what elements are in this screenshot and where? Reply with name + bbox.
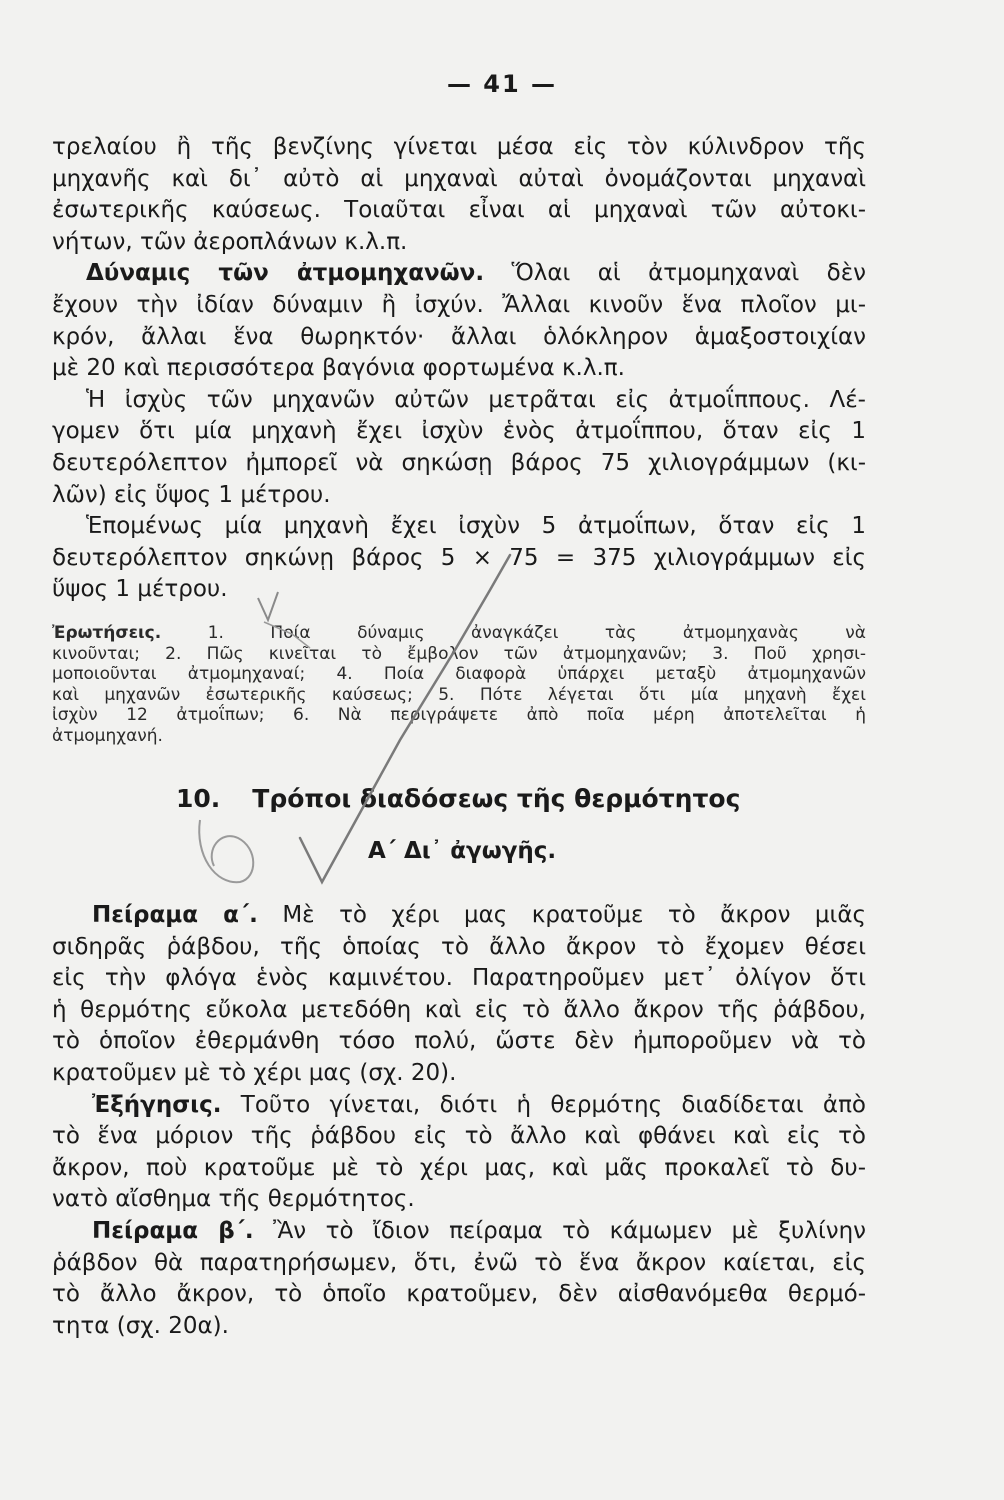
text-run: Μὲ τὸ χέρι μας κρατοῦμε τὸ ἄκρον μιᾶς <box>257 902 866 928</box>
text-run: γομεν ὅτι μία μηχανὴ ἔχει ἰσχὺν ἑνὸς ἀτμοΐππου, ὅταν εἰς 1 <box>52 418 866 445</box>
bold-run: Ἐξήγησις. <box>92 1091 222 1118</box>
text-line <box>52 572 866 606</box>
text-run: κρόν, ἄλλαι ἕνα θωρηκτόν· ἄλλαι ὁλόκληρον ἁμαξοστοιχίαν <box>52 323 866 350</box>
bold-run: Πείραμα β΄. <box>92 1218 254 1244</box>
text-run: κινοῦνται; 2. Πῶς κινεῖται τὸ ἔμβολον τῶν ἀτμομηχανῶν; 3. Ποῦ χρησι- <box>52 643 866 664</box>
text-line <box>52 1056 866 1090</box>
text-line <box>52 225 866 259</box>
text-run: σιδηρᾶς ῥάβδου, τῆς ὁποίας τὸ ἄλλο ἄκρον τὸ ἔχομεν θέσει <box>52 933 866 960</box>
text-run: μοποιοῦνται ἀτμομηχαναί; 4. Ποία διαφορὰ ὑπάρχει μεταξὺ ἀτμομηχανῶν <box>52 664 866 684</box>
text-run: τρελαίου ἢ τῆς βενζίνης γίνεται μέσα εἰς τὸν κύλινδρον τῆς <box>52 134 866 160</box>
text-line <box>52 684 866 706</box>
text-line <box>52 414 866 448</box>
bold-run: Δύναμις τῶν ἀτμομηχανῶν. <box>86 260 485 287</box>
text-line <box>52 622 866 644</box>
text-run: λῶν) εἰς ὕψος 1 μέτρου. <box>52 481 331 508</box>
text-line <box>52 446 866 480</box>
text-run: ῥάβδον θὰ παρατηρήσωμεν, ὅτι, ἐνῶ τὸ ἕνα ἄκρον καίεται, εἰς <box>52 1249 866 1276</box>
text-line <box>52 1151 866 1185</box>
text-run: ὕψος 1 μέτρου. <box>52 576 228 603</box>
text-run: ἰσχὺν 12 ἀτμοΐπων; 6. Νὰ περιγράψετε ἀπὸ ποῖα μέρη ἀποτελεῖται ἡ <box>52 705 866 725</box>
bold-run: Ἐρωτήσεις. <box>52 623 162 643</box>
text-line <box>52 162 866 196</box>
section-heading <box>176 784 740 813</box>
text-line <box>92 898 866 932</box>
text-run: Ἂν τὸ ἴδιον πείραμα τὸ κάμωμεν μὲ ξυλίνην <box>253 1218 866 1244</box>
text-run: ἄκρον, ποὺ κρατοῦμε μὲ τὸ χέρι μας, καὶ μᾶς προκαλεῖ τὸ δυ- <box>52 1154 866 1181</box>
section-number: 10. <box>176 784 221 813</box>
text-run: τὸ ὁποῖον ἐθερμάνθη τόσο πολύ, ὥστε δὲν ἠμποροῦμεν νὰ τὸ <box>52 1028 866 1055</box>
text-line <box>52 1309 866 1343</box>
text-run: μηχανῆς καὶ δι᾽ αὐτὸ αἱ μηχαναὶ αὐταὶ ὀνομάζονται μηχαναὶ <box>52 165 866 192</box>
text-line <box>52 1246 866 1280</box>
text-line <box>52 704 866 726</box>
text-line <box>52 193 866 227</box>
text-line <box>86 509 866 543</box>
text-line <box>52 130 866 164</box>
text-run: Ὅλαι αἱ ἀτμομηχαναὶ δὲν <box>484 260 866 287</box>
text-run: κρατοῦμεν μὲ τὸ χέρι μας (σχ. 20). <box>52 1060 457 1086</box>
text-run: τὸ ἄλλο ἄκρον, τὸ ὁποῖο κρατοῦμεν, δὲν αἰσθανόμεθα θερμό- <box>52 1281 866 1308</box>
text-line <box>52 288 866 322</box>
text-run: καὶ μηχανῶν ἐσωτερικῆς καύσεως; 5. Πότε λέγεται ὅτι μία μηχανὴ ἔχει <box>52 684 866 705</box>
text-run: ἀτμομηχανή. <box>52 725 163 746</box>
section-subtitle: Α΄ Δι᾽ ἀγωγῆς. <box>368 838 557 864</box>
text-run: Ἑπομένως μία μηχανὴ ἔχει ἰσχὺν 5 ἀτμοΐπων, ὅταν εἰς 1 <box>86 513 866 540</box>
text-line <box>52 1182 866 1216</box>
text-run: ἐσωτερικῆς καύσεως. Τοιαῦται εἶναι αἱ μηχαναὶ τῶν αὐτοκι- <box>52 197 866 224</box>
text-line <box>52 930 866 964</box>
text-run: ἔχουν τὴν ἰδίαν δύναμιν ἢ ἰσχύν. Ἄλλαι κινοῦν ἕνα πλοῖον μι- <box>52 292 866 318</box>
text-line <box>52 643 866 665</box>
text-run: δευτερόλεπτον ἠμπορεῖ νὰ σηκώσῃ βάρος 75 χιλιογράμμων (κι- <box>52 450 866 476</box>
text-run: μὲ 20 καὶ περισσότερα βαγόνια φορτωμένα κ.λ.π. <box>52 355 625 382</box>
text-run: νατὸ αἴσθημα τῆς θερμότητος. <box>52 1186 415 1213</box>
text-line <box>86 383 866 417</box>
text-line <box>52 541 866 575</box>
page-number: — 41 — <box>446 70 558 98</box>
section-title: Τρόποι διαδόσεως τῆς θερμότητος <box>252 784 741 813</box>
text-run: Ἡ ἰσχὺς τῶν μηχανῶν αὐτῶν μετρᾶται εἰς ἀτμοΐππους. Λέ- <box>86 386 866 413</box>
text-run: Τοῦτο γίνεται, διότι ἡ θερμότης διαδίδεται ἀπὸ <box>221 1091 866 1118</box>
text-run: 1. Ποία δύναμις ἀναγκάζει τὰς ἀτμομηχανὰς νὰ <box>161 623 866 643</box>
text-line <box>52 1119 866 1153</box>
text-line <box>92 1214 866 1248</box>
text-line <box>52 351 866 385</box>
bold-run: Πείραμα α΄. <box>92 902 258 928</box>
text-line <box>52 961 866 995</box>
text-run: τητα (σχ. 20α). <box>52 1312 229 1339</box>
text-line <box>92 1088 866 1122</box>
text-line <box>86 256 866 290</box>
text-line <box>52 725 866 747</box>
text-run: δευτερόλεπτον σηκώνῃ βάρος 5 × 75 = 375 χιλιογράμμων εἰς <box>52 544 866 571</box>
text-line <box>52 663 866 685</box>
text-line <box>52 1024 866 1058</box>
text-line <box>52 478 866 512</box>
text-line <box>52 993 866 1027</box>
text-run: εἰς τὴν φλόγα ἑνὸς καμινέτου. Παρατηροῦμεν μετ᾽ ὀλίγον ὅτι <box>52 965 866 992</box>
text-run: τὸ ἕνα μόριον τῆς ῥάβδου εἰς τὸ ἄλλο καὶ φθάνει καὶ εἰς τὸ <box>52 1123 866 1150</box>
text-line <box>52 320 866 354</box>
text-line <box>52 1277 866 1311</box>
text-run: ἡ θερμότης εὔκολα μετεδόθη καὶ εἰς τὸ ἄλλο ἄκρον τῆς ῥάβδου, <box>52 996 866 1023</box>
text-run: νήτων, τῶν ἀεροπλάνων κ.λ.π. <box>52 228 408 255</box>
